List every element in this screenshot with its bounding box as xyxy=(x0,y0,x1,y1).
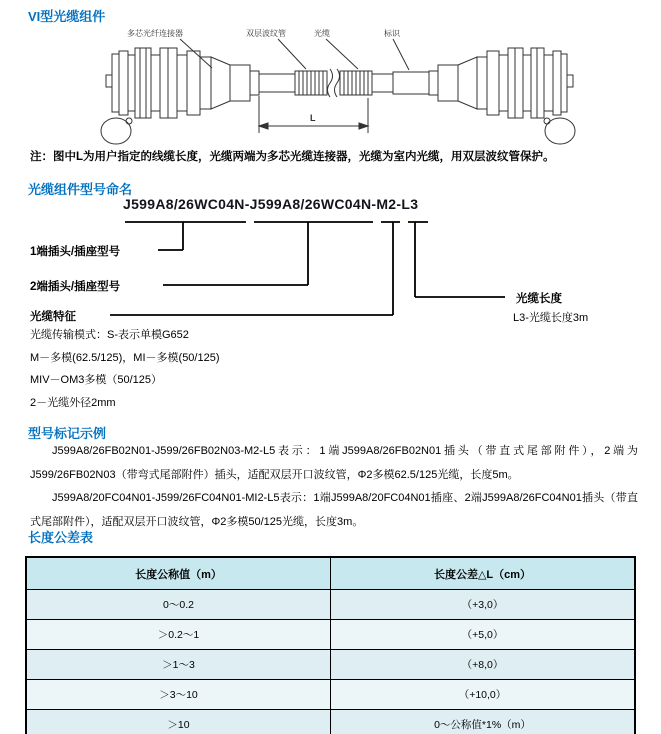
examples-section-heading: 型号标记示例 xyxy=(28,426,107,441)
feature-line-multimode: M－多模(62.5/125)，MI－多模(50/125) xyxy=(30,352,220,364)
cable-midsection xyxy=(259,69,429,97)
left-connector xyxy=(101,48,259,144)
tolerance-cell: （+5,0） xyxy=(331,620,636,650)
column-header-nominal-length: 长度公称值（m） xyxy=(26,557,331,590)
model-number: J599A8/26WC04N-J599A8/26WC04N-M2-L3 xyxy=(123,196,419,212)
connector-callout-label: 多芯光纤连接器 xyxy=(127,29,183,38)
examples-paragraphs xyxy=(30,440,638,534)
table-row xyxy=(26,650,635,680)
cable-length-label: 光缆长度 xyxy=(516,293,562,305)
end2-model-label: 2端插头/插座型号 xyxy=(30,281,121,293)
diagram-note: 注：图中L为用户指定的线缆长度，光缆两端为多芯光缆连接器，光缆为室内光缆，用双层波纹管保护。 xyxy=(30,151,555,163)
cable-callout-label: 光缆 xyxy=(314,29,330,38)
feature-line-transmission-mode: 光缆传输模式：S-表示单模G652 xyxy=(30,329,189,341)
nominal-length-cell: ＞1～3 xyxy=(26,650,331,680)
tolerance-cell: 0～公称值*1%（m） xyxy=(331,710,636,734)
column-header-tolerance: 长度公差△L（cm） xyxy=(331,557,636,590)
table-row xyxy=(26,710,635,734)
length-dimension-label: L xyxy=(310,113,316,123)
cable-feature-label: 光缆特征 xyxy=(30,311,76,323)
length-tolerance-table xyxy=(25,556,636,734)
nominal-length-cell: ＞3～10 xyxy=(26,680,331,710)
cable-assembly-diagram xyxy=(0,22,661,148)
table-row xyxy=(26,590,635,620)
table-header-row xyxy=(26,557,635,590)
marking-callout-label: 标识 xyxy=(384,29,400,38)
feature-line-diameter: 2－光缆外径2mm xyxy=(30,397,116,409)
tolerance-cell: （+3,0） xyxy=(331,590,636,620)
nominal-length-cell: 0～0.2 xyxy=(26,590,331,620)
right-connector xyxy=(429,48,575,144)
tolerance-cell: （+8,0） xyxy=(331,650,636,680)
feature-line-om3: MIV－OM3多模（50/125） xyxy=(30,374,163,386)
table-row xyxy=(26,620,635,650)
example-paragraph-2: J599A8/20FC04N01-J599/26FC04N01-MI2-L5表示：1端J599A8/20FC04N01插座、2端J599A8/26FC04N01插头（带直式尾部附件），适配双层开口波纹管，Φ2多模50/125光缆，长度3m。 xyxy=(30,492,638,528)
page-title: VI型光缆组件 xyxy=(28,9,106,24)
tolerance-cell: （+10,0） xyxy=(331,680,636,710)
table-row xyxy=(26,680,635,710)
nominal-length-cell: ＞0.2～1 xyxy=(26,620,331,650)
corrugated-tube-callout-label: 双层波纹管 xyxy=(246,29,286,38)
diagram-callouts xyxy=(127,28,409,70)
naming-section-heading: 光缆组件型号命名 xyxy=(28,182,133,197)
end1-model-label: 1端插头/插座型号 xyxy=(30,246,121,258)
cable-length-desc: L3-光缆长度3m xyxy=(513,312,589,324)
tolerance-section-heading: 长度公差表 xyxy=(28,530,94,545)
example-paragraph-1: J599A8/26FB02N01-J599/26FB02N03-M2-L5表示：1端J599A8/26FB02N01插头（带直式尾部附件），2端为J599/26FB02N03（带弯式尾部附件）插头，适配双层开口波纹管，Φ2多模62.5/125光缆，长度5m。 xyxy=(30,445,638,481)
length-dimension xyxy=(259,96,368,133)
nominal-length-cell: ＞10 xyxy=(26,710,331,734)
